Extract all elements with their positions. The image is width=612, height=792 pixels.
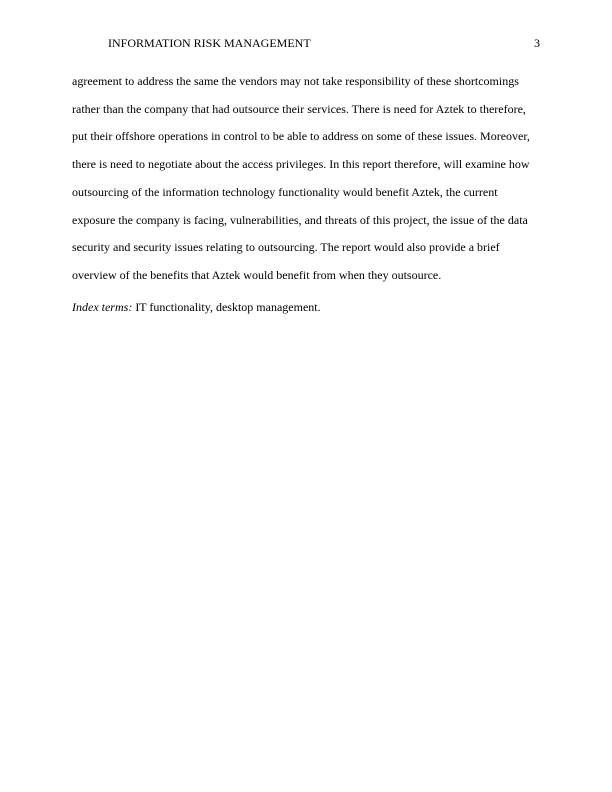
- body-line-6: exposure the company is facing, vulnerabilities, and threats of this project, the issue of the data: [72, 212, 528, 227]
- body-paragraph: [72, 68, 540, 290]
- index-terms-label: Index terms:: [72, 300, 133, 314]
- index-terms: [72, 300, 321, 314]
- index-terms-text: IT functionality, desktop management.: [132, 300, 321, 314]
- body-line-1: agreement to address the same the vendors may not take responsibility of these shortcomings: [72, 74, 519, 88]
- body-line-5: outsourcing of the information technology functionality would benefit Aztek, the current: [72, 184, 498, 199]
- body-line-4: there is need to negotiate about the access privileges. In this report therefore, will examine how: [72, 157, 530, 172]
- body-line-7: security and security issues relating to outsourcing. The report would also provide a brief: [72, 240, 500, 255]
- running-head: INFORMATION RISK MANAGEMENT: [108, 36, 311, 50]
- page-number: 3: [534, 36, 540, 50]
- body-line-8: overview of the benefits that Aztek would benefit from when they outsource.: [72, 267, 442, 282]
- body-line-3: put their offshore operations in control to be able to address on some of these issues. Moreover,: [72, 129, 530, 144]
- body-line-2: rather than the company that had outsource their services. There is need for Aztek to therefore,: [72, 101, 526, 116]
